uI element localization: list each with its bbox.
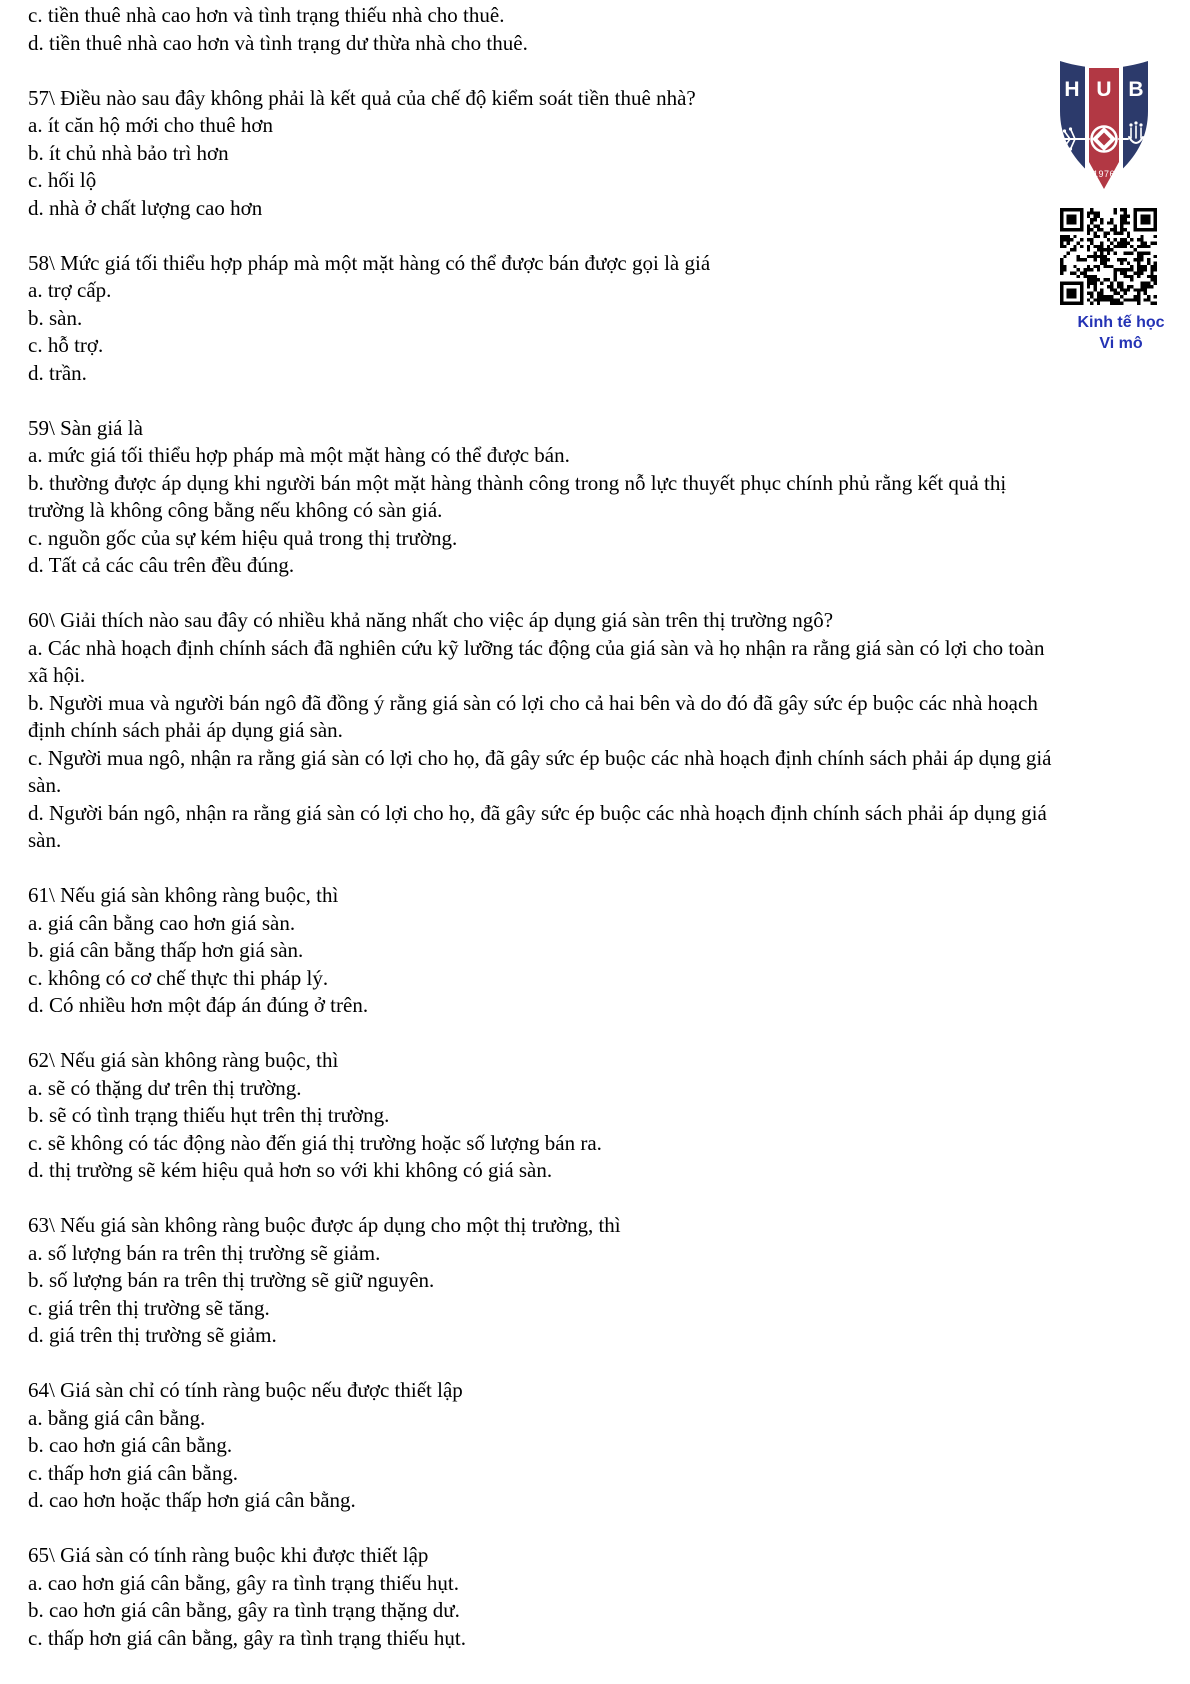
question-text: 61\ Nếu giá sàn không ràng buộc, thì	[28, 883, 339, 907]
answer-option: a. sẽ có thặng dư trên thị trường.	[28, 1075, 302, 1100]
answer-option: a. ít căn hộ mới cho thuê hơn	[28, 113, 273, 137]
question-text: 64\ Giá sàn chỉ có tính ràng buộc nếu được thiết lập	[28, 1378, 463, 1402]
logo-letter-h: H	[1064, 78, 1080, 101]
qr-code	[1060, 208, 1157, 305]
answer-option: b. Người mua và người bán ngô đã đồng ý rằng giá sàn có lợi cho cả hai bên và do đó đã gây sức ép buộc các nhà hoạch định chính sách phải áp dụng giá sàn.	[28, 690, 1038, 742]
question-list	[28, 2, 1063, 1680]
continued-options-block	[28, 2, 1063, 57]
logo-letter-u: U	[1096, 78, 1112, 101]
answer-option: a. mức giá tối thiểu hợp pháp mà một mặt hàng có thể được bán.	[28, 443, 570, 467]
answer-option: a. bằng giá cân bằng.	[28, 1405, 206, 1430]
answer-option: c. thấp hơn giá cân bằng.	[28, 1460, 238, 1485]
hub-logo	[1056, 57, 1152, 197]
diamond-emblem-icon	[1092, 127, 1117, 152]
question-text: 65\ Giá sàn có tính ràng buộc khi được thiết lập	[28, 1543, 429, 1567]
question-text: 58\ Mức giá tối thiểu hợp pháp mà một mặt hàng có thể được bán được gọi là giá	[28, 250, 711, 275]
answer-option: c. sẽ không có tác động nào đến giá thị trường hoặc số lượng bán ra.	[28, 1130, 602, 1155]
caption-line-1: Kinh tế học	[1077, 314, 1165, 331]
question-block	[28, 85, 1063, 223]
question-block	[28, 1542, 1063, 1652]
question-block	[28, 882, 1063, 1020]
question-text: 59\ Sàn giá là	[28, 415, 143, 440]
question-block	[28, 1047, 1063, 1185]
question-text: 63\ Nếu giá sàn không ràng buộc được áp dụng cho một thị trường, thì	[28, 1213, 621, 1237]
answer-option: a. giá cân bằng cao hơn giá sàn.	[28, 910, 296, 935]
answer-option: c. nguồn gốc của sự kém hiệu quả trong thị trường.	[28, 525, 458, 550]
answer-option: c. hỗ trợ.	[28, 333, 104, 357]
answer-option: d. Có nhiều hơn một đáp án đúng ở trên.	[28, 993, 369, 1017]
answer-option: a. trợ cấp.	[28, 278, 112, 302]
answer-option: c. Người mua ngô, nhận ra rằng giá sàn có lợi cho họ, đã gây sức ép buộc các nhà hoạch định chính sách phải áp dụng giá sàn.	[28, 745, 1052, 797]
answer-option: d. trần.	[28, 360, 87, 385]
answer-option: d. nhà ở chất lượng cao hơn	[28, 195, 263, 220]
logo-year: 1976	[1092, 169, 1116, 179]
answer-option: b. cao hơn giá cân bằng.	[28, 1433, 233, 1457]
question-block	[28, 250, 1063, 388]
answer-option: d. giá trên thị trường sẽ giảm.	[28, 1323, 277, 1347]
answer-option: a. Các nhà hoạch định chính sách đã nghiên cứu kỹ lưỡng tác động của giá sàn và họ nhận ra rằng giá sàn có lợi cho toàn xã hội.	[28, 635, 1045, 687]
answer-option: d. Tất cả các câu trên đều đúng.	[28, 553, 295, 577]
answer-option: c. giá trên thị trường sẽ tăng.	[28, 1295, 270, 1320]
question-text: 60\ Giải thích nào sau đây có nhiều khả năng nhất cho việc áp dụng giá sàn trên thị trường ngô?	[28, 608, 834, 632]
answer-option: c. không có cơ chế thực thi pháp lý.	[28, 965, 329, 990]
question-block	[28, 415, 1063, 580]
answer-option: a. số lượng bán ra trên thị trường sẽ giảm.	[28, 1240, 381, 1265]
answer-option: b. thường được áp dụng khi người bán một mặt hàng thành công trong nỗ lực thuyết phục chính phủ rằng kết quả thị trường là không công bằng nếu không có sàn giá.	[28, 470, 1007, 522]
answer-option: b. cao hơn giá cân bằng, gây ra tình trạng thặng dư.	[28, 1598, 460, 1622]
answer-option: b. số lượng bán ra trên thị trường sẽ giữ nguyên.	[28, 1268, 435, 1292]
question-block	[28, 607, 1063, 855]
answer-option: c. thấp hơn giá cân bằng, gây ra tình trạng thiếu hụt.	[28, 1625, 466, 1650]
answer-option: a. cao hơn giá cân bằng, gây ra tình trạng thiếu hụt.	[28, 1570, 459, 1595]
answer-option: b. sàn.	[28, 305, 83, 330]
answer-option: c. tiền thuê nhà cao hơn và tình trạng thiếu nhà cho thuê.	[28, 3, 505, 27]
logo-letter-b: B	[1128, 78, 1144, 101]
answer-option: d. cao hơn hoặc thấp hơn giá cân bằng.	[28, 1488, 356, 1512]
answer-option: b. giá cân bằng thấp hơn giá sàn.	[28, 938, 304, 962]
answer-option: b. sẽ có tình trạng thiếu hụt trên thị trường.	[28, 1103, 390, 1127]
answer-option: b. ít chủ nhà bảo trì hơn	[28, 140, 229, 165]
question-block	[28, 1212, 1063, 1350]
question-block	[28, 1377, 1063, 1515]
answer-option: d. Người bán ngô, nhận ra rằng giá sàn có lợi cho họ, đã gây sức ép buộc các nhà hoạch định chính sách phải áp dụng giá sàn.	[28, 800, 1047, 852]
answer-option: d. thị trường sẽ kém hiệu quả hơn so với khi không có giá sàn.	[28, 1158, 553, 1182]
course-caption	[1050, 312, 1190, 354]
answer-option: d. tiền thuê nhà cao hơn và tình trạng dư thừa nhà cho thuê.	[28, 30, 528, 55]
question-text: 57\ Điều nào sau đây không phải là kết quả của chế độ kiểm soát tiền thuê nhà?	[28, 85, 696, 110]
caption-line-2: Vi mô	[1099, 335, 1143, 352]
answer-option: c. hối lộ	[28, 168, 97, 192]
question-text: 62\ Nếu giá sàn không ràng buộc, thì	[28, 1048, 339, 1072]
